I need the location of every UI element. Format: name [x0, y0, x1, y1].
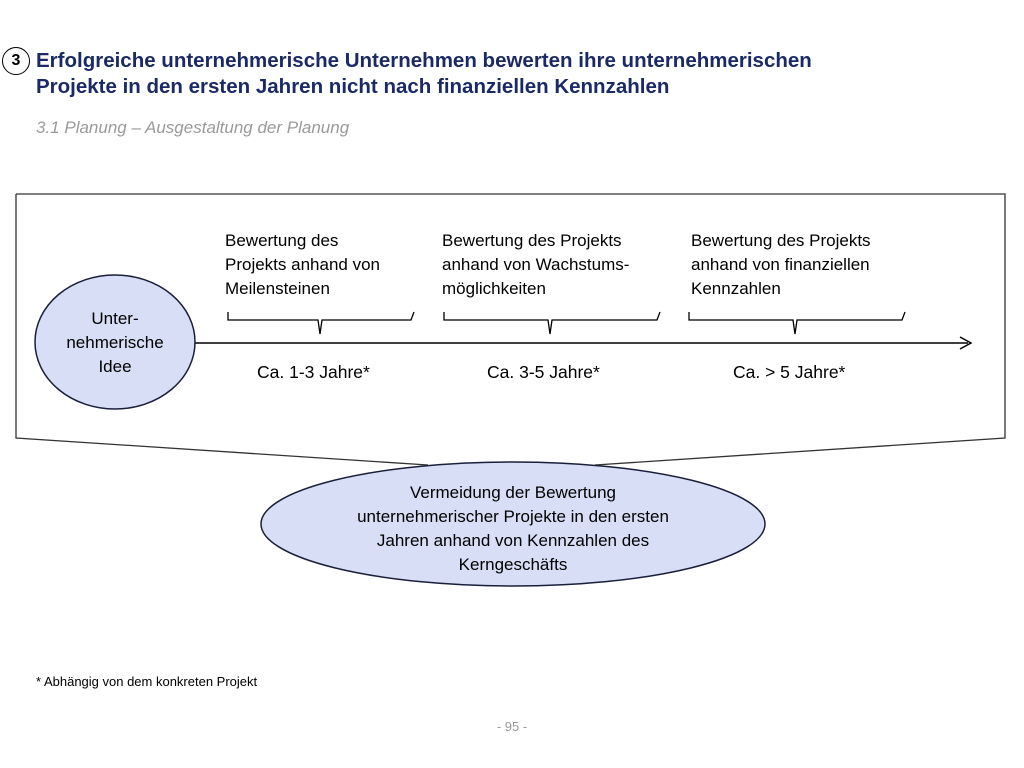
page-number: - 95 -: [496, 719, 528, 734]
phase-3-line-3: Kennzahlen: [691, 279, 781, 298]
phase-3-description: [691, 229, 871, 301]
phase-1-description: [225, 229, 380, 301]
brace-phase-2: [444, 312, 660, 334]
footnote: * Abhängig von dem konkreten Projekt: [36, 674, 258, 689]
brace-phase-1: [228, 312, 414, 334]
phase-2-description: [442, 229, 629, 301]
phase-1-line-1: Bewertung des: [225, 231, 339, 250]
phase-2-period: Ca. 3-5 Jahre*: [487, 362, 600, 382]
idea-label-line-1: Unter-: [91, 309, 139, 328]
conclusion-line-4: Kerngeschäfts: [458, 555, 568, 574]
phase-3-line-1: Bewertung des Projekts: [691, 231, 871, 250]
phase-1-period: Ca. 1-3 Jahre*: [257, 362, 370, 382]
phase-2-line-3: möglichkeiten: [442, 279, 546, 298]
conclusion-label: [293, 481, 733, 577]
phase-3-line-2: anhand von finanziellen: [691, 255, 870, 274]
idea-label: [35, 307, 195, 379]
page-subtitle: 3.1 Planung – Ausgestaltung der Planung: [36, 118, 350, 137]
page-title-line-2: Projekte in den ersten Jahren nicht nach finanziellen Kennzahlen: [36, 75, 670, 98]
conclusion-line-3: Jahren anhand von Kennzahlen des: [376, 531, 650, 550]
section-number-badge: 3: [2, 47, 30, 75]
brace-phase-3: [689, 312, 905, 334]
phase-2-line-2: anhand von Wachstums-: [442, 255, 630, 274]
idea-label-line-2: nehmerische: [66, 333, 164, 352]
phase-2-line-1: Bewertung des Projekts: [442, 231, 622, 250]
phase-1-line-3: Meilensteinen: [225, 279, 330, 298]
page-title-line-1: Erfolgreiche unternehmerische Unternehmen bewerten ihre unternehmerischen: [36, 49, 812, 72]
idea-label-line-3: Idee: [98, 357, 132, 376]
phase-3-period: Ca. > 5 Jahre*: [733, 362, 846, 382]
phase-1-line-2: Projekts anhand von: [225, 255, 380, 274]
conclusion-line-1: Vermeidung der Bewertung: [409, 483, 617, 502]
conclusion-line-2: unternehmerischer Projekte in den ersten: [357, 507, 669, 526]
